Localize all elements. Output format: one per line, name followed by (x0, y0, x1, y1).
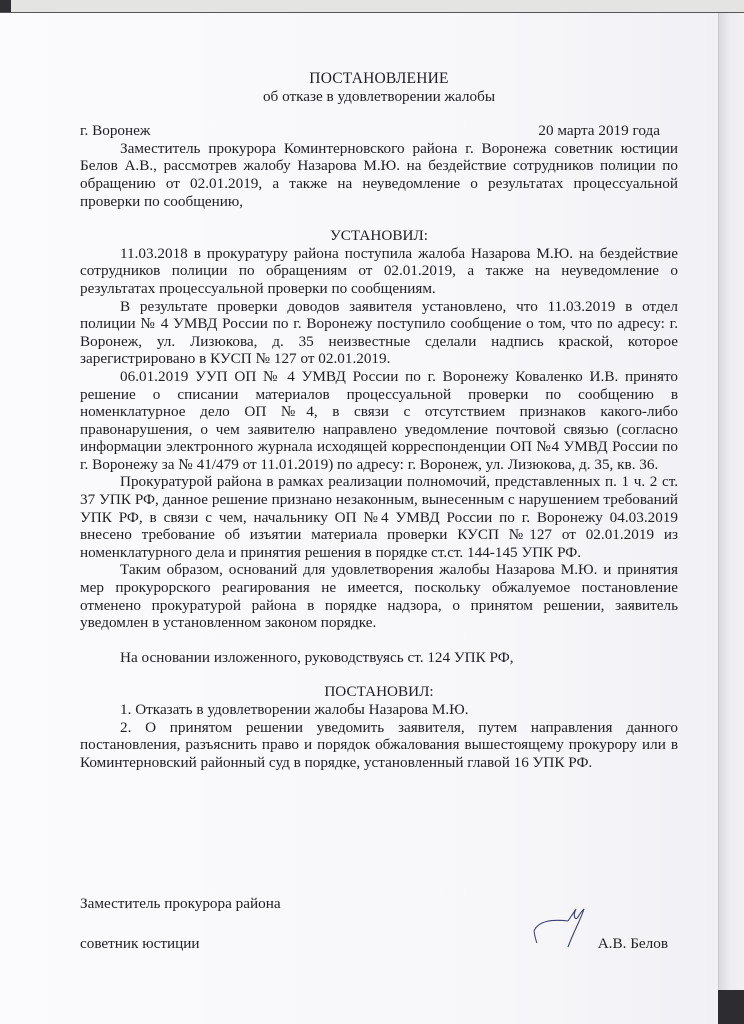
established-paragraph: В результате проверки доводов заявителя установлено, что 11.03.2019 в отдел полиции № 4 УМВД России по г. Воронежу поступило сообщение о том, что по адресу: г. Воронеж, ул. Лизюкова, д. 35 неизвестные сделали надпись краской, которое зарегистрировано в КУСП № 127 от 02.01.2019. (80, 297, 678, 368)
section-resolved-heading: ПОСТАНОВИЛ: (324, 683, 434, 701)
place-date-row (80, 122, 678, 140)
scan-corner-shadow-bottom (718, 990, 744, 1024)
intro-paragraph: Заместитель прокурора Коминтерновского района г. Воронежа советник юстиции Белов А.В., рассмотрев жалобу Назарова М.Ю. на бездействие сотрудников полиции по обращению от 02.01.2019, а также на неуведомление о результатах процессуальной проверки по сообщению, (80, 139, 678, 210)
document-city: г. Воронеж (80, 122, 151, 140)
established-paragraph: 06.01.2019 УУП ОП № 4 УМВД России по г. Воронежу Коваленко И.В. принято решение о списании материалов процессуальной проверки по сообщению в номенклатурное дело ОП №4, в связи с отсутствием признаков какого-либо правонарушения, о чем заявителю направлено уведомление почтовой связью (согласно информации электронного журнала исходящей корреспонденции ОП №4 УМВД России по г. Воронежу за № 41/479 от 11.01.2019) по адресу: г. Воронеж, ул. Лизюкова, д. 35, кв. 36. (80, 367, 678, 473)
scan-corner-shadow (0, 0, 11, 12)
signer-name: А.В. Белов (597, 935, 668, 952)
established-paragraph: Прокуратурой района в рамках реализации полномочий, представленных п. 1 ч. 2 ст. 37 УПК РФ, данное решение признано незаконным, вынесенным с нарушением требований УПК РФ, в связи с чем, начальнику ОП №4 УМВД России по г. Воронежу 04.03.2019 внесено требование об изъятии материала проверки КУСП №127 от 02.01.2019 из номенклатурного дела и принятия решения в порядке ст.ст. 144-145 УПК РФ. (80, 473, 678, 561)
document-subtitle: об отказе в удовлетворении жалобы (262, 87, 496, 105)
resolved-item: 1. Отказать в удовлетворении жалобы Назарова М.Ю. (120, 701, 469, 718)
signer-position-line1: Заместитель прокурора района (80, 895, 281, 912)
established-paragraph: 11.03.2018 в прокуратуру района поступила жалоба Назарова М.Ю. на бездействие сотрудников полиции по обращениям от 02.01.2019, а также на неуведомление о результатах процессуальной проверки по сообщениям. (80, 244, 678, 297)
document-body (80, 70, 678, 771)
scan-right-edge (718, 13, 744, 1024)
basis-paragraph: На основании изложенного, руководствуясь ст. 124 УПК РФ, (120, 648, 514, 666)
document-title: ПОСТАНОВЛЕНИЕ (309, 70, 449, 87)
scan-top-edge (0, 0, 744, 14)
established-paragraph: Таким образом, оснований для удовлетворения жалобы Назарова М.Ю. и принятия мер прокурорского реагирования не имеется, поскольку обжалуемое постановление отменено прокуратурой района в порядке надзора, о принятом решении, заявитель уведомлен в установленном законом порядке. (80, 561, 678, 632)
document-date: 20 марта 2019 года (538, 122, 660, 140)
handwritten-signature-icon (532, 901, 592, 951)
signer-position-line2: советник юстиции (80, 935, 200, 952)
signature-block (80, 895, 670, 953)
resolved-item: 2. О принятом решении уведомить заявителя, путем направления данного постановления, разъяснить право и порядок обжалования вышестоящему прокурору или в Коминтерновский районный суд в порядке, установленный главой 16 УПК РФ. (80, 718, 678, 771)
section-established-heading: УСТАНОВИЛ: (330, 227, 428, 245)
